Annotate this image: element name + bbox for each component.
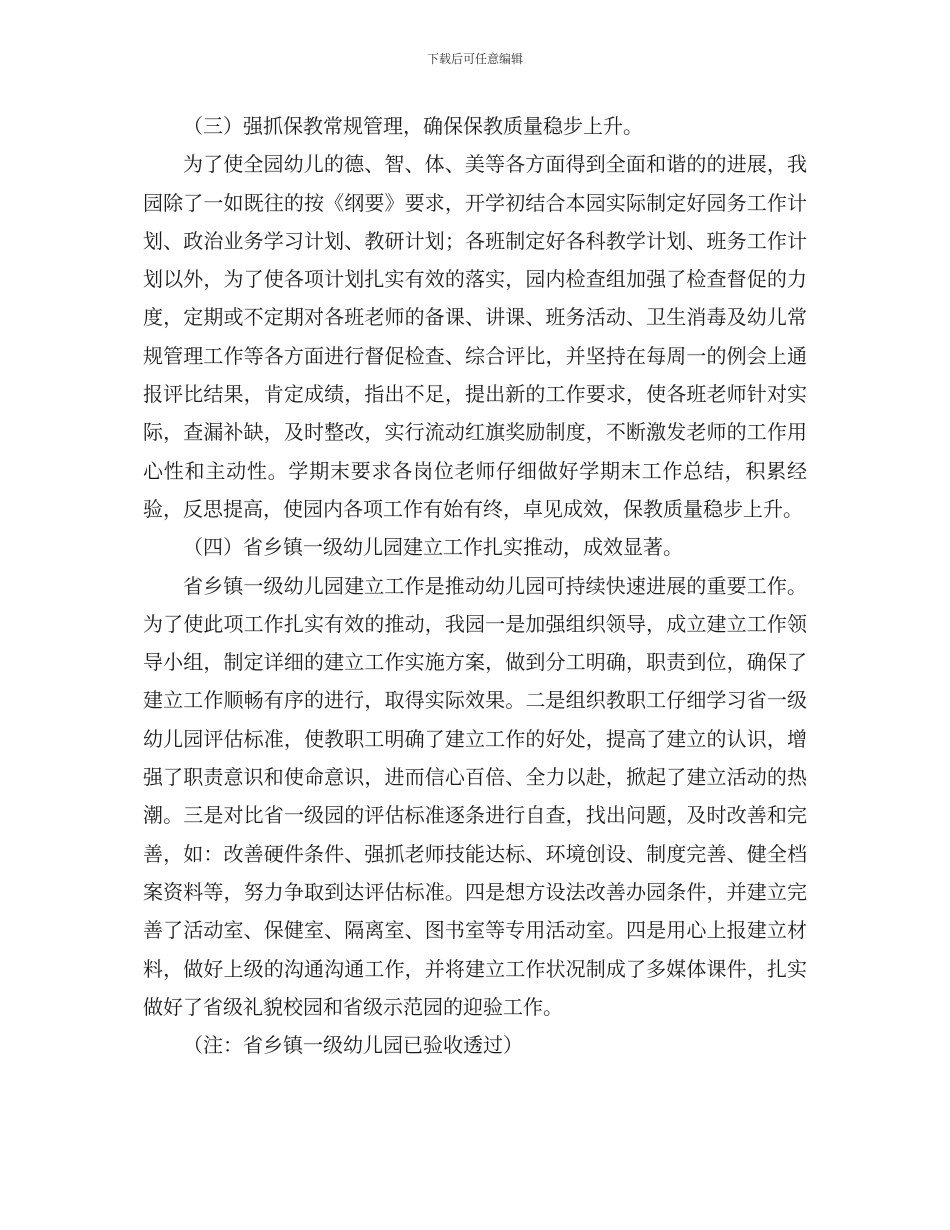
paragraph-routine-management: 为了使全园幼儿的德、智、体、美等各方面得到全面和谐的的进展，我园除了一如既往的按《纲要》要求，开学初结合本园实际制定好园务工作计划、政治业务学习计划、教研计划；各班制定好各科教学计划、班务工作计划以外，为了使各项计划扎实有效的落实，园内检查组加强了检查督促的力度，定期或不定期对各班老师的备课、讲课、班务活动、卫生消毒及幼儿常规管理工作等各方面进行督促检查、综合评比，并坚持在每周一的例会上通报评比结果，肯定成绩，指出不足，提出新的工作要求，使各班老师针对实际，查漏补缺，及时整改，实行流动红旗奖励制度，不断激发老师的工作用心性和主动性。学期末要求各岗位老师仔细做好学期末工作总结，积累经验，反思提高，使园内各项工作有始有终，卓见成效，保教质量稳步上升。 <box>143 152 807 521</box>
section-heading-3: （三）强抓保教常规管理，确保保教质量稳步上升。 <box>183 114 643 138</box>
paragraph-kindergarten-construction: 省乡镇一级幼儿园建立工作是推动幼儿园可持续快速进展的重要工作。为了使此项工作扎实有效的推动，我园一是加强组织领导，成立建立工作领导小组，制定详细的建立工作实施方案，做到分工明确，职责到位，确保了建立工作顺畅有序的进行，取得实际效果。二是组织教职工仔细学习省一级幼儿园评估标准，使教职工明确了建立工作的好处，提高了建立的认识，增强了职责意识和使命意识，进而信心百倍、全力以赴，掀起了建立活动的热潮。三是对比省一级园的评估标准逐条进行自查，找出问题，及时改善和完善，如：改善硬件条件、强抓老师技能达标、环境创设、制度完善、健全档案资料等，努力争取到达评估标准。四是想方设法改善办园条件，并建立完善了活动室、保健室、隔离室、图书室等专用活动室。四是用心上报建立材料，做好上级的沟通沟通工作，并将建立工作状况制成了多媒体课件，扎实做好了省级礼貌校园和省级示范园的迎验工作。 <box>143 573 807 1019</box>
document-body <box>143 107 807 1064</box>
page-header: 下载后可任意编辑 <box>426 52 523 66</box>
section-heading-4: （四）省乡镇一级幼儿园建立工作扎实推动，成效显著。 <box>183 535 683 560</box>
note-line: （注：省乡镇一级幼儿园已验收透过） <box>183 1033 523 1058</box>
